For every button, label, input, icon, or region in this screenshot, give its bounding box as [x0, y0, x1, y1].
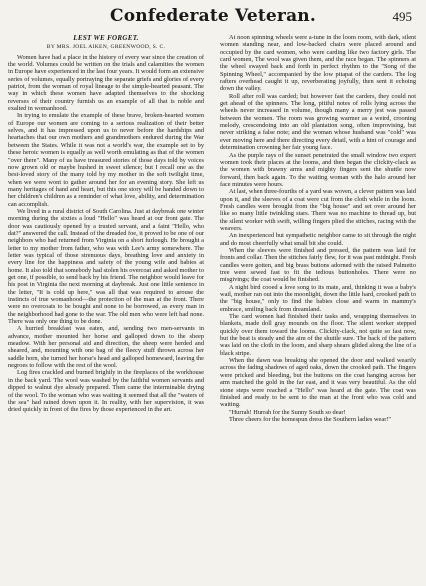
paragraph: Roll after roll was carded; but however fast the carders, they could not get ahead of the spinners. The long, pitiful notes of rolls lying across the wheels never increased in volume, though many a merry jest was passed between the women. The room was growing warmer as a weird, crooning melody, crescendoing into an old plantation song, often improvising, but never striking a false note; and the woman whose husband was "cold" was ever moving here and there directing every detail, with a hint of courage and determination crowning her fair young face. — [220, 92, 416, 152]
paragraph: We lived in a rural district of South Carolina. Just at daybreak one winter morning during the sixties a loud "Hello" was heard at our front gate. The door was cautiously opened by a trusted servant, and a faint "Hello, who dat?" answered the call. Instead of the dreaded foe, it proved to be one of our neighbors who had returned from Virginia on a short furlough. He brought a letter to my mother from father, who was with Lee's army somewhere. The letter was typical of those strenuous days, breathing love and anxiety in every line for the happiness and safety of the young wife and babies at home. It also told that somebody had stolen his overcoat and asked mother to get one, if possible, to send back by his friend. The neighbor would leave for his post in Virginia the next morning at daybreak. Just one little sentence in the letter, "It is cold up here," was all that was required to arouse the instincts of true womanhood—the protection of the man at the front. There were no overcoats to be bought and none to be borrowed, as every man in the neighborhood had gone to the war. The old men who were left had none. There was only one thing to be done. — [8, 207, 204, 326]
paragraph: At last, when three-fourths of a yard was woven, a clever pattern was laid upon it, and the sleeves of a coat were cut from the cloth while in the loom. Fresh candles were brought from the "big house" and set over around her like so many little twinkling stars. There was no machine to thread up, but the silent worker with swift, willing fingers plied the stitches, racing with the weavers. — [220, 188, 416, 232]
right-column — [220, 34, 416, 423]
paragraph: A hurried breakfast was eaten, and, sending two men-servants in advance, mother mounted her horse and galloped down to the sheep meadow. With her personal aid and direction, the sheep were herded and sheared, and, mounting with one bag of the fleecy stuff thrown across her saddle horn, she turned her horse's head and galloped homeward, leaving the negroes to follow with the rest of the wool. — [8, 325, 204, 370]
article-title: LEST WE FORGET. — [73, 34, 139, 42]
masthead-title: Confederate Veteran. — [110, 6, 316, 26]
paragraph: Women have had a place in the history of every war since the creation of the world. Volumes could be written on the trials and calamities the women in Europe have experienced in the last four years. It would form an extensive series of volumes, equally portraying the separate griefs and glories of every patriot, from the woman of royal lineage to the simple-hearted peasant. The way in which these women have adapted themselves to the shocking reverses of their country furnish us an example of all that is noble and exalted in womanhood. — [8, 53, 204, 113]
paragraph: When the sleeves were finished and pressed, the pattern was laid for fronts and collar. Then the stitches fairly flew, for it was past midnight. Fresh candles were gotten, and big brass buttons adorned with the raised Palmetto tree were sewed fast to fit the tedious buttonholes. There were no misgivings; the coat would be finished. — [220, 246, 416, 284]
paragraph: The card women had finished their tasks and, wrapping themselves in blankets, made doll gray mounds on the floor. The silent worker stepped quickly over them toward the looms. Clickity-clack, not quite so fast now, but the beat is steady and the aim of the shuttle sure. The back of the pattern was laid on the cloth in the loom, and sharp shears glided along the line of a black stripe. — [220, 313, 416, 357]
paragraph: As the purple rays of the sunset penetrated the small window two expert women took their places at the looms, and then began the clickity-clack as the women with brawny arms and mighty fingers sent the shuttle now forward, then back again. To the waiting woman with the halo around her face minutes were hours. — [220, 151, 416, 188]
page-header — [0, 0, 426, 36]
left-column — [8, 34, 204, 414]
paragraph: An inexperienced but sympathetic neighbor came to sit through the night and do most cheerfully what small bit she could. — [220, 232, 416, 247]
paragraph: When the dawn was breaking she opened the door and walked wearily across the fading shadows of aged oaks, down the crooked path. The fingers were pricked and bleeding, but the buttons on the coat hanging across her arm matched the gold in the far east, and it was very beautiful. As the old stone steps were reached a "Hello" was heard at the gate. The coat was finished and ready to be sent to the man at the front who was cold and waiting. — [220, 357, 416, 409]
paragraph: A night bird cooed a love song to its mate, and, thinking it was a baby's wail, mother ran out into the moonlight, down the little hard, crooked path to the "big house," only to find the babies close and warm in mammy's embrace, smiling back from dreamland. — [220, 283, 416, 313]
paragraph: In trying to emulate the example of these brave, broken-hearted women of Europe our women are coming to a serious realization of their better selves, and it has impressed upon us to never before the hardships and heartaches that our own mothers and grandmothers endured during the War between the States. While it was not a world's war, the example set to by these heroic women is equally as well worth emulating as that of the women "over there". Many of us have treasured stories of those days told by voices now grown old or maybe hushed in sweet silence; but I recall one as the best-loved story of the many told by my mother in the soft twilight time, when we were wont to gather around her for an evening story. She left us many heritages of hand and heart, but this one story will be handed down to her children's children as a reminder of what love, ability, and determination can accomplish. — [8, 112, 204, 208]
page-number: 495 — [392, 9, 412, 24]
paragraph: At noon spinning wheels were a-tune in the loom room, with dark, silent women standing near, and low-backed chairs were placed around and occupied by the card women, who were carding like two factory girls. The card women, The wool was given them, and the race began. The spinners at the wheel swayed back and forth in perfect rhythm to the "Song of the Spinning Wheel," accompanied by the low pitapat of the carders. The log rafters overhead caught it up, reverberating joyfully, then sent it echoing down the valley. — [220, 34, 416, 93]
paragraph: Log fires crackled and burned brightly in the fireplaces of the workhouse in the back yard. The wool was washed by the faithful women servants and dipped to walnut dye already prepared. Then came the interminable drying of the wool. To the woman who was waiting it seemed that all the "waters of the sea" had rained down upon it. In reality, with her supervision, it was dried quickly in front of the fires by those experienced in the art. — [8, 369, 204, 414]
closing-line: "Hurrah! Hurrah for the Sunny South so dear! — [229, 408, 346, 416]
article-byline: BY MRS. JOEL AIKEN, GREENWOOD, S. C. — [46, 44, 166, 51]
closing-line: Three cheers for the homespun dress the Southern ladies wear!" — [229, 415, 392, 423]
